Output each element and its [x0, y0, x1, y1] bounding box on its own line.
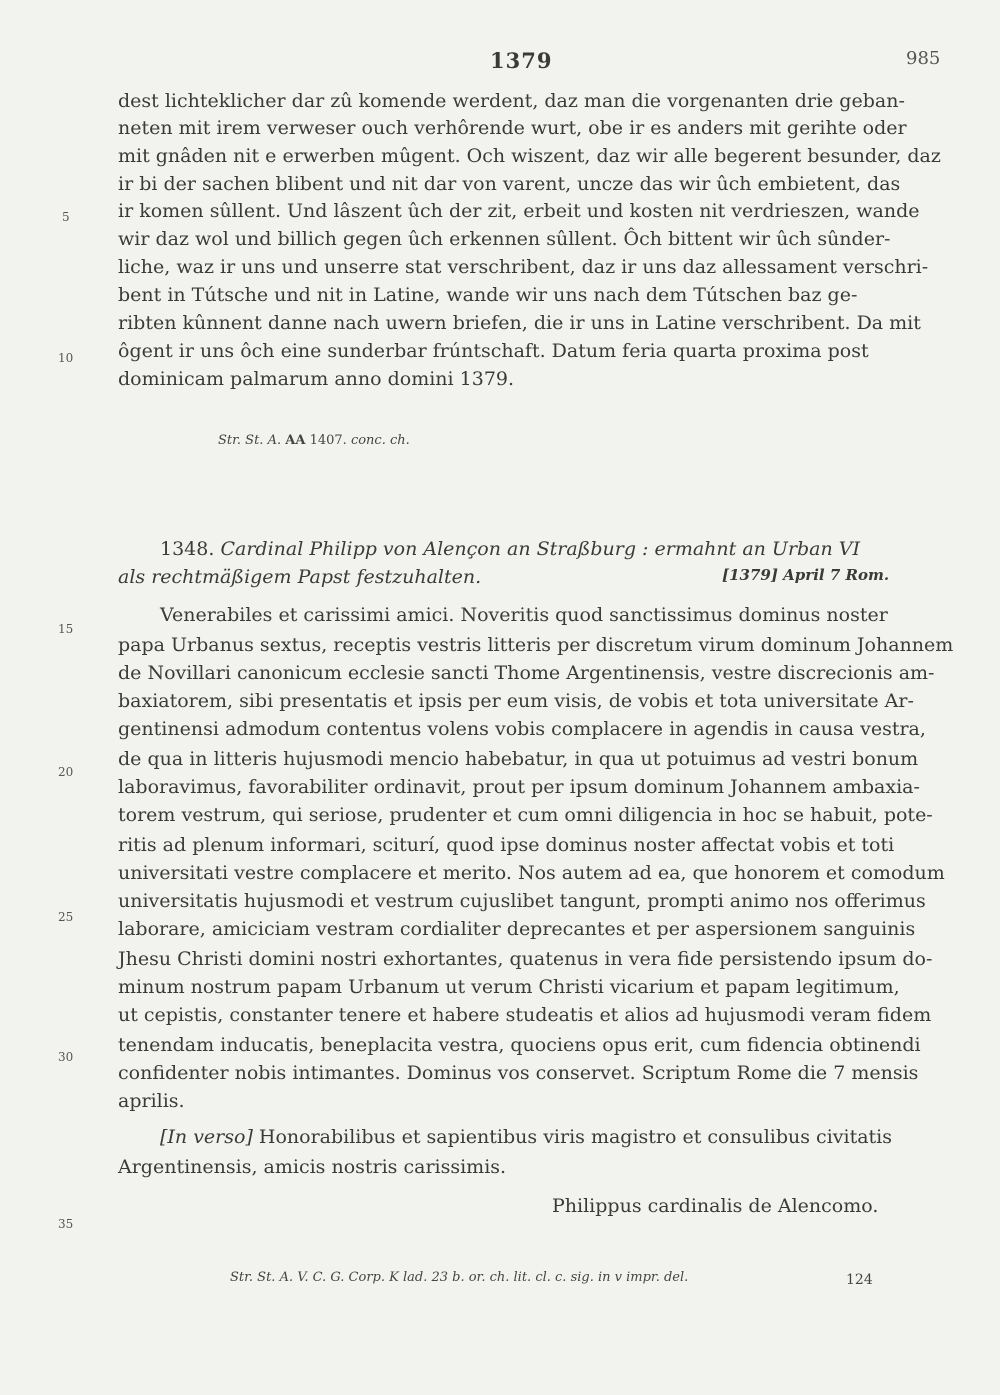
- text-line: Argentinensis, amicis nostris carissimis.: [118, 1156, 507, 1178]
- text-line: Venerabiles et carissimi amici. Noveritis quod sanctissimus dominus noster: [160, 604, 888, 626]
- document-title-line-1: Cardinal Philipp von Alençon an Straßburg : ermahnt an Urban VI: [220, 538, 861, 560]
- document-title-line-2: als rechtmäßigem Papst festzuhalten.: [118, 566, 482, 588]
- text-line: dominicam palmarum anno domini 1379.: [118, 368, 515, 390]
- document-date: [1379] April 7 Rom.: [722, 566, 890, 584]
- verso-note: [In verso] Honorabilibus et sapientibus viris magistro et consulibus civitatis: [160, 1126, 893, 1148]
- signature: Philippus cardinalis de Alencomo.: [552, 1195, 879, 1217]
- text-line: Jhesu Christi domini nostri exhortantes, quatenus in vera fide persistendo ipsum do-: [118, 948, 933, 970]
- text-line: ritis ad plenum informari, sciturí, quod ipse dominus noster affectat vobis et toti: [118, 834, 895, 856]
- line-number: 20: [58, 765, 74, 779]
- text-line: gentinensi admodum contentus volens vobis complacere in agendis in causa vestra,: [118, 718, 926, 740]
- text-line: universitati vestre complacere et merito. Nos autem ad ea, que honorem et comodum: [118, 862, 945, 884]
- line-number: 5: [62, 210, 70, 224]
- text-line: tenendam inducatis, beneplacita vestra, quociens opus erit, cum fidencia obtinendi: [118, 1034, 921, 1056]
- text-line: mit gnâden nit e erwerben mûgent. Och wiszent, daz wir alle begerent besunder, daz: [118, 145, 941, 167]
- line-number: 25: [58, 910, 74, 924]
- text-line: papa Urbanus sextus, receptis vestris litteris per discretum virum dominum Johannem: [118, 634, 954, 656]
- text-line: ir bi der sachen blibent und nit dar von varent, uncze das wir ûch embietent, das: [118, 173, 901, 195]
- text-line: ribten kûnnent danne nach uwern briefen, die ir uns in Latine verschribent. Da mit: [118, 312, 921, 334]
- text-line: wir daz wol und billich gegen ûch erkennen sûllent. Ôch bittent wir ûch sûnder-: [118, 228, 891, 250]
- line-number: 35: [58, 1217, 74, 1231]
- text-line: minum nostrum papam Urbanum ut verum Christi vicarium et papam legitimum,: [118, 976, 900, 998]
- text-line: bent in Tútsche und nit in Latine, wande wir uns nach dem Tútschen baz ge-: [118, 284, 858, 306]
- text-line: universitatis hujusmodi et vestrum cujuslibet tangunt, prompti animo nos offerimus: [118, 890, 926, 912]
- text-line: de Novillari canonicum ecclesie sancti Thome Argentinensis, vestre discrecionis am-: [118, 662, 935, 684]
- text-line: aprilis.: [118, 1090, 185, 1112]
- text-line: ôgent ir uns ôch eine sunderbar frúntschaft. Datum feria quarta proxima post: [118, 340, 869, 362]
- document-heading: [160, 538, 860, 560]
- text-line: laborare, amiciciam vestram cordialiter deprecantes et per aspersionem sanguinis: [118, 918, 916, 940]
- text-line: ir komen sûllent. Und lâszent ûch der zit, erbeit und kosten nit verdrieszen, wande: [118, 200, 920, 222]
- running-head-year: 1379: [490, 48, 553, 73]
- text-line: confidenter nobis intimantes. Dominus vos conservet. Scriptum Rome die 7 mensis: [118, 1062, 919, 1084]
- text-line: liche, waz ir uns und unserre stat verschribent, daz ir uns daz allessament verschri-: [118, 256, 929, 278]
- document-number: 1348.: [160, 538, 215, 560]
- line-number: 10: [58, 351, 74, 365]
- verso-label: [In verso]: [160, 1126, 253, 1148]
- line-number: 15: [58, 622, 74, 636]
- text-line: torem vestrum, qui seriose, prudenter et cum omni diligencia in hoc se habuit, pote-: [118, 804, 933, 826]
- line-number: 30: [58, 1050, 74, 1064]
- archival-source-1: Str. St. A. AA 1407. conc. ch.: [218, 433, 410, 448]
- page-number: 985: [906, 48, 941, 69]
- text-line: baxiatorem, sibi presentatis et ipsis per eum visis, de vobis et tota universitate Ar-: [118, 690, 914, 712]
- text-line: laboravimus, favorabiliter ordinavit, prout per ipsum dominum Johannem ambaxia-: [118, 776, 920, 798]
- footer-number: 124: [846, 1272, 873, 1288]
- text-line: dest lichteklicher dar zû komende werdent, daz man die vorgenanten drie geban-: [118, 90, 905, 112]
- text-line: de qua in litteris hujusmodi mencio habebatur, in qua ut potuimus ad vestri bonum: [118, 748, 919, 770]
- text-line: ut cepistis, constanter tenere et habere studeatis et alios ad hujusmodi veram fidem: [118, 1004, 932, 1026]
- archival-source-2: Str. St. A. V. C. G. Corp. K lad. 23 b. or. ch. lit. cl. c. sig. in v impr. del.: [230, 1270, 689, 1285]
- text-line: neten mit irem verweser ouch verhôrende wurt, obe ir es anders mit gerihte oder: [118, 117, 907, 139]
